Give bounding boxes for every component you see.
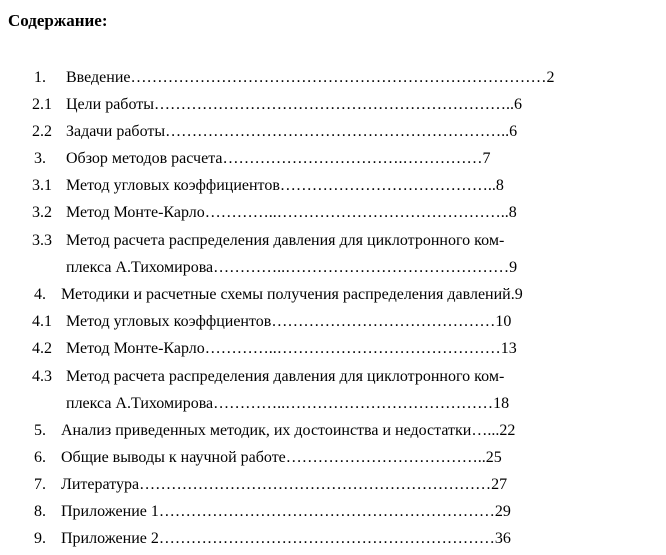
toc-entry-text: Задачи работы………………………………………………………..6 bbox=[66, 123, 518, 140]
toc-entry-text: Метод угловых коэффициентов…………………………………..8 bbox=[66, 177, 504, 194]
toc-entry-number: 3. bbox=[34, 150, 46, 167]
toc-entry-text: Анализ приведенных методик, их достоинства и недостатки…...22 bbox=[61, 422, 516, 439]
toc-entry-number: 2.2 bbox=[32, 123, 52, 140]
toc-entry-number: 2.1 bbox=[32, 96, 52, 113]
toc-entry-text: Приложение 2………………………………………………………36 bbox=[61, 530, 511, 547]
contents-heading: Содержание: bbox=[8, 11, 108, 30]
toc-entry-number: 3.2 bbox=[32, 204, 52, 221]
toc-entry-number: 3.1 bbox=[32, 177, 52, 194]
toc-entry-text: плекса А.Тихомирова…………..…………………………………18 bbox=[66, 395, 510, 412]
toc-entry-text: Литература…………………………………………………………27 bbox=[61, 476, 508, 493]
toc-entry-number: 4.3 bbox=[32, 368, 52, 385]
toc-entry-text: Метод угловых коэффциентов……………………………………10 bbox=[66, 313, 512, 330]
toc-entry-text: Общие выводы к научной работе………………………………..25 bbox=[61, 449, 502, 466]
toc-entry-text: Обзор методов расчета…………………………….……………7 bbox=[66, 150, 491, 167]
toc-entry-number: 4.2 bbox=[32, 340, 52, 357]
toc-entry-number: 4.1 bbox=[32, 313, 52, 330]
toc-entry-number: 3.3 bbox=[32, 232, 52, 249]
toc-entry-number: 5. bbox=[34, 422, 46, 439]
toc-entry-text: Метод расчета распределения давления для циклотронного ком- bbox=[66, 368, 505, 385]
toc-entry-text: Методики и расчетные схемы получения распределения давлений.9 bbox=[61, 286, 523, 303]
toc-entry-number: 9. bbox=[34, 530, 46, 547]
toc-entry-number: 4. bbox=[34, 286, 46, 303]
toc-entry-text: Введение……………………………………………………………………2 bbox=[66, 69, 555, 86]
toc-entry-number: 8. bbox=[34, 503, 46, 520]
toc-entry-text: Цели работы…………………………………………………………..6 bbox=[66, 96, 522, 113]
toc-entry-text: плекса А.Тихомирова…………..……………………………………9 bbox=[66, 259, 518, 276]
toc-entry-text: Метод Монте-Карло…………..……………………………………..8 bbox=[66, 204, 517, 221]
toc-entry-number: 1. bbox=[34, 69, 46, 86]
toc-entry-text: Метод Монте-Карло…………..……………………………………13 bbox=[66, 340, 517, 357]
toc-entry-number: 7. bbox=[34, 476, 46, 493]
toc-entry-number: 6. bbox=[34, 449, 46, 466]
toc-entry-text: Приложение 1………………………………………………………29 bbox=[61, 503, 511, 520]
toc-entry-text: Метод расчета распределения давления для циклотронного ком- bbox=[66, 232, 505, 249]
